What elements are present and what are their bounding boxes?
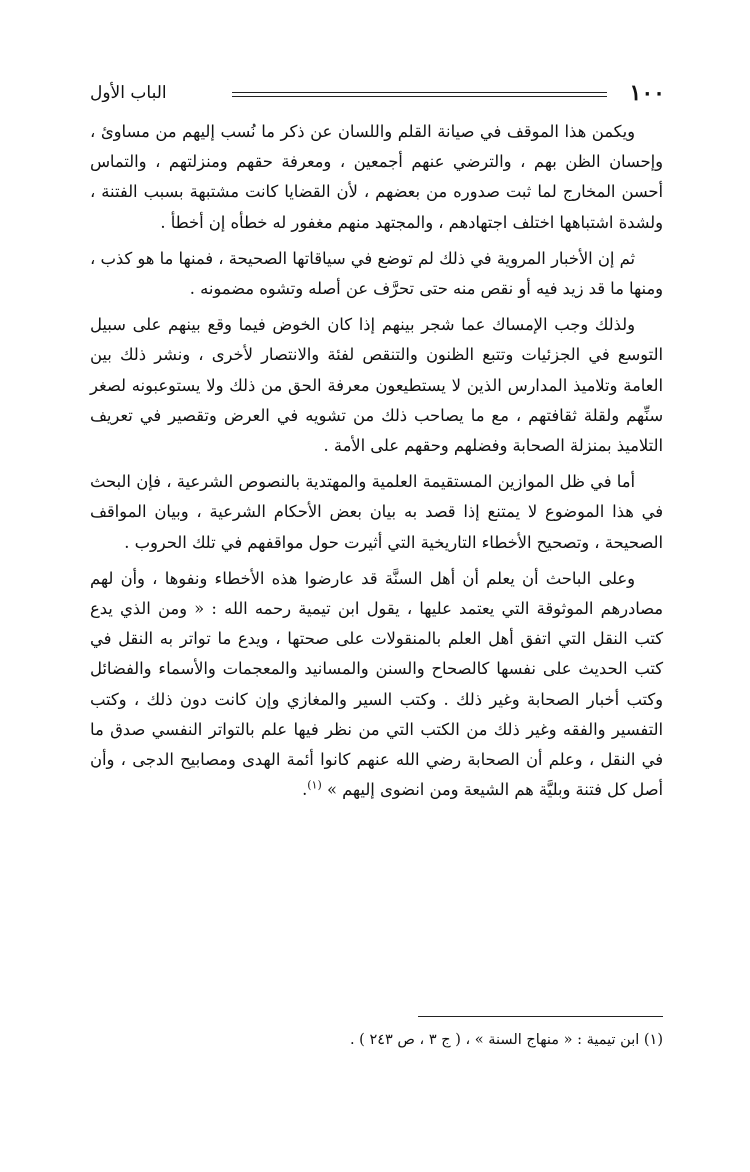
paragraph-5: [90, 564, 663, 806]
footnote: (١) ابن تيمية : « منهاج السنة » ، ( ج ٣ ، ص ٢٤٣ ) .: [349, 1032, 663, 1048]
paragraph-3: ولذلك وجب الإمساك عما شجر بينهم إذا كان الخوض فيما وقع بينهم على سبيل التوسع في الجزئيات وتتبع الظنون والتنقص لفئة والانتصار لأخرى ، ونشر ذلك بين العامة وتلاميذ المدارس الذين لا يستطيعون معرفة الحق من ذلك ولا يستوعبونه لصغر سنِّهم ولقلة ثقافتهم ، مع ما يصاحب ذلك من تشويه في العرض وتقصير في تعريف التلاميذ بمنزلة الصحابة وفضلهم وحقهم على الأمة .: [90, 315, 663, 456]
paragraph-1: ويكمن هذا الموقف في صيانة القلم واللسان عن ذكر ما نُسب إليهم من مساوئ ، وإحسان الظن بهم ، والترضي عنهم أجمعين ، ومعرفة حقهم ومنزلتهم ، والتماس أحسن المخارج لما ثبت صدوره من بعضهم ، لأن القضايا كانت مشتبهة بسبب الفتنة ، ولشدة اشتباهها اختلف اجتهادهم ، والمجتهد منهم مغفور له خطأه إن أخطأ .: [90, 122, 663, 232]
paragraph-5-text: وعلى الباحث أن يعلم أن أهل السنَّة قد عارضوا هذه الأخطاء ونفوها ، وأن لهم مصادرهم الموثوقة التي يعتمد عليها ، يقول ابن تيمية رحمه الله : « ومن الذي يدع كتب النقل التي اتفق أهل العلم بالمنقولات على صحتها ، ويدع ما تواتر به النقل في كتب الحديث على نفسها كالصحاح والسنن والمسانيد والمعجمات والأسماء والفضائل وكتب أخبار الصحابة وغير ذلك . وكتب السير والمغازي وإن كانت دون ذلك ، وكتب التفسير والفقه وغير ذلك من الكتب التي من نظر فيها علم بالتواتر النفسي صدق ما في النقل ، وعلم أن الصحابة رضي الله عنهم كانوا أئمة الهدى ومصابيح الدجى ، وأن أصل كل فتنة وبليَّة هم الشيعة ومن انضوى إليهم »: [90, 568, 663, 800]
page-number: ١٠٠: [629, 80, 665, 106]
paragraph-2: ثم إن الأخبار المروية في ذلك لم توضع في سياقاتها الصحيحة ، فمنها ما هو كذب ، ومنها ما قد زيد فيه أو نقص منه حتى تحرَّف عن أصله وتشوه مضمونه .: [90, 248, 663, 299]
footnote-rule: [418, 1016, 663, 1017]
paragraph-5-end: .: [302, 780, 308, 800]
body-text: [90, 117, 663, 811]
footnote-marker[interactable]: (١): [307, 778, 322, 792]
chapter-title: الباب الأول: [90, 83, 167, 103]
paragraph-4: أما في ظل الموازين المستقيمة العلمية والمهتدية بالنصوص الشرعية ، فإن البحث في هذا الموضوع لا يمتنع إذا قصد به بيان بعض الأحكام الشرعية ، وبيان المواقف الصحيحة ، وتصحيح الأخطاء التاريخية التي أثيرت حول مواقفهم في تلك الحروب .: [90, 472, 663, 552]
page-header: [90, 78, 665, 108]
header-rule: [232, 92, 607, 97]
